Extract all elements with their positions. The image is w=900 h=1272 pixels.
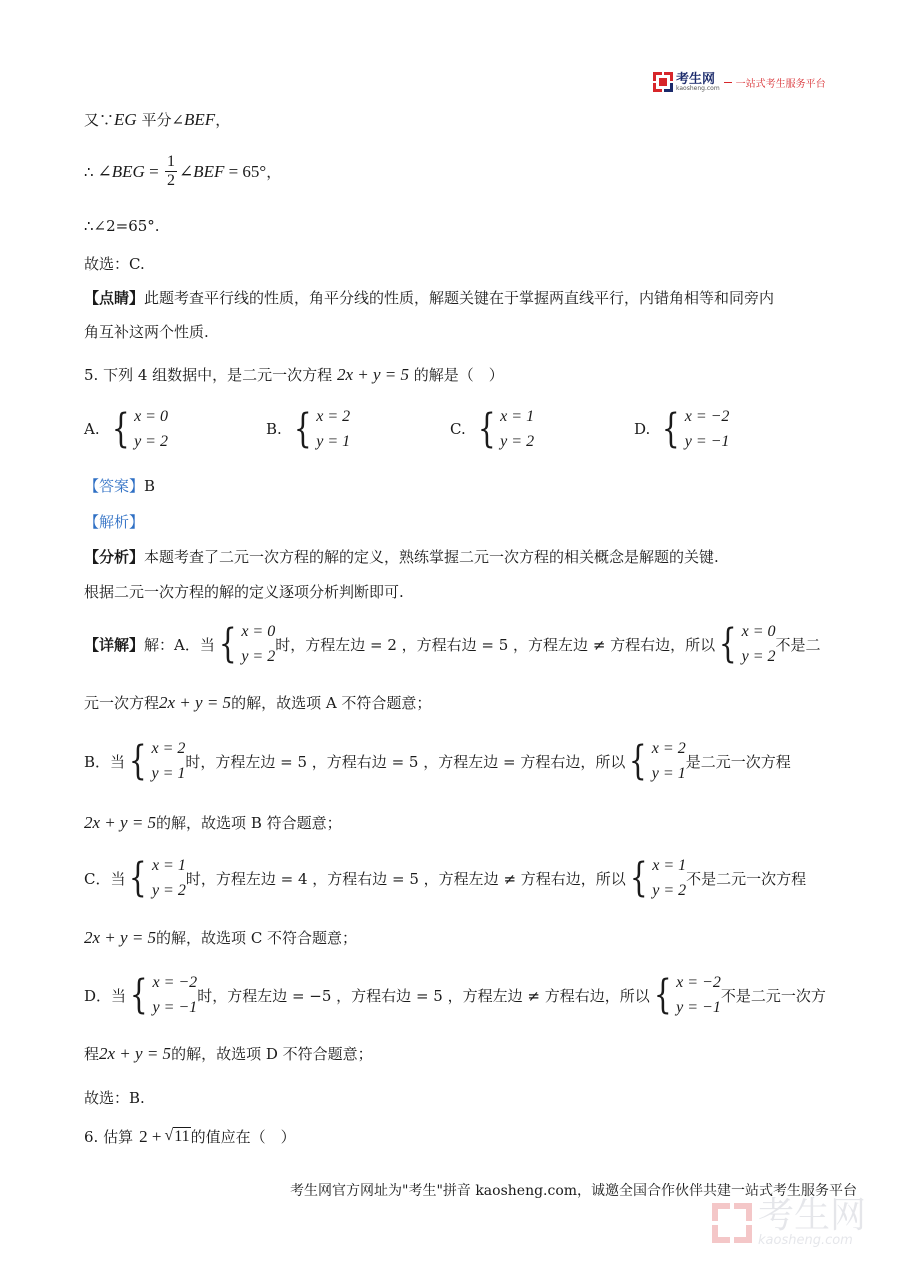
detail-d: [84, 970, 826, 1020]
detail-b-post: 是二元一次方程: [685, 752, 791, 771]
text: 程: [84, 1045, 100, 1063]
text: 的解，故选项 B 符合题意；: [156, 814, 342, 832]
option-label: B.: [266, 420, 282, 438]
line-angle2: ∴∠2=65°.: [84, 217, 160, 235]
system-row: x = 0: [741, 623, 776, 640]
logo-divider: [724, 82, 732, 83]
logo-cn: 考生网: [676, 71, 716, 87]
detail-d-post: 不是二元一次方: [720, 986, 826, 1005]
q6-stem-text: 6. 估算: [84, 1128, 134, 1146]
equation-system: { x = 0 y = 2: [718, 621, 776, 667]
detail-d-mid: 时，方程左边 = −5 ，方程右边 = 5 ，方程左边 ≠ 方程右边，所以: [197, 986, 650, 1005]
fenxi-text: 本题考查了二元一次方程的解的定义，熟练掌握二元一次方程的相关概念是解题的关键.: [144, 548, 719, 566]
math-angle-bef: ∠BEF: [178, 161, 225, 181]
equation-system: { x = 2 y = 1: [629, 738, 686, 784]
system-row: x = −2: [152, 974, 198, 991]
text: 平分∠: [136, 111, 185, 129]
answer-label: 【答案】: [84, 477, 145, 495]
math-angle-beg: ∠BEG: [97, 161, 145, 181]
text: ，: [266, 163, 282, 181]
system-row: x = −2: [676, 974, 721, 991]
text: 又∵: [84, 111, 115, 129]
text: 的解，故选项 C 不符合题意；: [156, 929, 358, 947]
detail-b-cont: [84, 812, 342, 833]
detail-b: [84, 736, 791, 786]
text: 元一次方程: [84, 694, 160, 712]
option-label: A.: [84, 420, 100, 438]
system-row: x = 1: [151, 857, 186, 874]
detail-c-mid: 时，方程左边 = 4 ，方程右边 = 5 ，方程左边 ≠ 方程右边，所以: [185, 869, 626, 888]
header-logo[interactable]: [653, 72, 826, 92]
q5-fenxi: [84, 546, 719, 567]
system-row: y = −1: [684, 433, 730, 450]
system-row: y = 2: [134, 433, 168, 450]
equation-system: { x = 1 y = 2: [629, 855, 687, 901]
watermark-cn: 考生网: [758, 1195, 867, 1236]
text: 的解，故选项 A 不符合题意；: [231, 694, 432, 712]
system-row: y = 1: [151, 765, 186, 782]
system-row: x = 1: [652, 857, 687, 874]
equation-system: { x = 0 y = 2: [111, 406, 168, 452]
watermark-mark-icon: [712, 1203, 752, 1243]
frac-den: 2: [166, 172, 175, 189]
q5-stem-text: 5. 下列 4 组数据中，是二元一次方程: [84, 366, 333, 384]
math-result: = 65°: [224, 161, 267, 181]
detail-c-cont: [84, 927, 357, 948]
q5-option-a[interactable]: [84, 404, 168, 454]
q5-stem: [84, 364, 504, 385]
math-bef: BEF: [184, 110, 216, 129]
system-row: y = 2: [241, 648, 276, 665]
system-row: y = −1: [676, 999, 721, 1016]
text: ，: [215, 111, 231, 129]
q6-stem: [84, 1126, 296, 1147]
system-row: y = 2: [500, 433, 535, 450]
q5-option-c[interactable]: [450, 404, 534, 454]
detail-c-post: 不是二元一次方程: [686, 869, 807, 888]
logo-mark-icon: [653, 72, 673, 92]
detail-a-cont: [84, 692, 431, 713]
equation-system: { x = −2 y = −1: [129, 972, 198, 1018]
q6-stem-tail: 的值应在（ ）: [190, 1128, 296, 1146]
system-row: x = 1: [500, 408, 535, 425]
footer-text: 考生网官方网址为"考生"拼音 kaosheng.com，诚邀全国合作伙伴共建一站式考生服务平台: [290, 1183, 858, 1199]
system-row: x = 2: [651, 740, 686, 757]
system-row: x = 0: [134, 408, 168, 425]
equation-system: { x = 1 y = 2: [477, 406, 535, 452]
system-row: x = 2: [316, 408, 351, 425]
system-row: x = 0: [241, 623, 276, 640]
equation-system: { x = 1 y = 2: [129, 855, 186, 901]
detail-d-cont: [84, 1043, 373, 1064]
equation-system: { x = −2 y = −1: [662, 406, 730, 452]
system-row: x = 2: [151, 740, 186, 757]
detail-b-pre: B．当: [84, 752, 126, 771]
answer-value: B: [144, 477, 156, 495]
system-row: y = 2: [151, 882, 186, 899]
equation-system: { x = 2 y = 1: [128, 738, 186, 784]
system-row: y = 2: [741, 648, 776, 665]
math-eq: 2x + y = 5: [84, 928, 157, 947]
detail-a-pre: 解：A．当: [144, 635, 215, 654]
option-label: C.: [450, 420, 466, 438]
option-label: D.: [634, 420, 651, 438]
detail-c: [84, 853, 806, 903]
q5-final-choice: 故选：B.: [84, 1089, 145, 1107]
dianjing-line-2: 角互补这两个性质.: [84, 323, 209, 341]
text: 的解，故选项 D 不符合题意；: [171, 1045, 373, 1063]
dianjing-line-1: [84, 287, 774, 308]
detail-a-mid: 时，方程左边 = 2 ，方程右边 = 5 ，方程左边 ≠ 方程右边，所以: [275, 635, 716, 654]
system-row: y = −1: [152, 999, 198, 1016]
sqrt-sign-icon: √: [164, 1127, 174, 1144]
line-eg-bisects: [84, 109, 230, 130]
sqrt-expression: [164, 1127, 190, 1146]
header-slogan: 一站式考生服务平台: [735, 78, 826, 90]
system-row: y = 1: [651, 765, 686, 782]
fraction-half: [165, 153, 177, 190]
q5-answer: [84, 475, 155, 496]
q5-analysis-label: 【解析】: [84, 513, 145, 531]
dianjing-label: 【点睛】: [84, 289, 145, 307]
q5-option-d[interactable]: [634, 404, 729, 454]
system-row: x = −2: [684, 408, 730, 425]
math-eq: 2x + y = 5: [84, 813, 157, 832]
detail-a-post: 不是二: [775, 635, 821, 654]
math-eq: 2x + y = 5: [99, 1044, 172, 1063]
q5-fenxi-2: 根据二元一次方程的解的定义逐项分析判断即可.: [84, 583, 404, 601]
line-angle-beg: [84, 153, 281, 190]
detail-a: [84, 619, 821, 669]
equation-system: { x = 0 y = 2: [218, 621, 276, 667]
system-row: y = 1: [316, 433, 351, 450]
math-eq: =: [144, 161, 163, 181]
q6-expr: 2 +: [139, 1126, 162, 1146]
q5-stem-tail: 的解是（ ）: [413, 366, 504, 384]
watermark: [712, 1195, 867, 1248]
detail-b-mid: 时，方程左边 = 5 ，方程右边 = 5 ，方程左边 = 方程右边，所以: [185, 752, 626, 771]
detail-c-pre: C．当: [84, 869, 126, 888]
therefore-symbol: ∴: [84, 162, 94, 181]
equation-system: { x = −2 y = −1: [653, 972, 721, 1018]
dianjing-text: 此题考查平行线的性质，角平分线的性质，解题关键在于掌握两直线平行，内错角相等和同旁内: [144, 289, 775, 307]
watermark-en: kaosheng.com: [758, 1233, 853, 1248]
math-eq: 2x + y = 5: [159, 693, 232, 712]
equation-system: { x = 2 y = 1: [293, 406, 351, 452]
q5-option-b[interactable]: [266, 404, 350, 454]
logo-en: kaosheng.com: [676, 84, 720, 92]
line-choose-c: 故选：C.: [84, 255, 145, 273]
frac-num: 1: [166, 153, 175, 170]
fenxi-label: 【分析】: [84, 548, 145, 566]
q5-equation: 2x + y = 5: [336, 365, 409, 384]
math-eg: EG: [114, 110, 137, 129]
radicand: 11: [174, 1128, 190, 1145]
detail-d-pre: D．当: [84, 986, 127, 1005]
detail-label: 【详解】: [84, 635, 145, 654]
system-row: y = 2: [652, 882, 687, 899]
